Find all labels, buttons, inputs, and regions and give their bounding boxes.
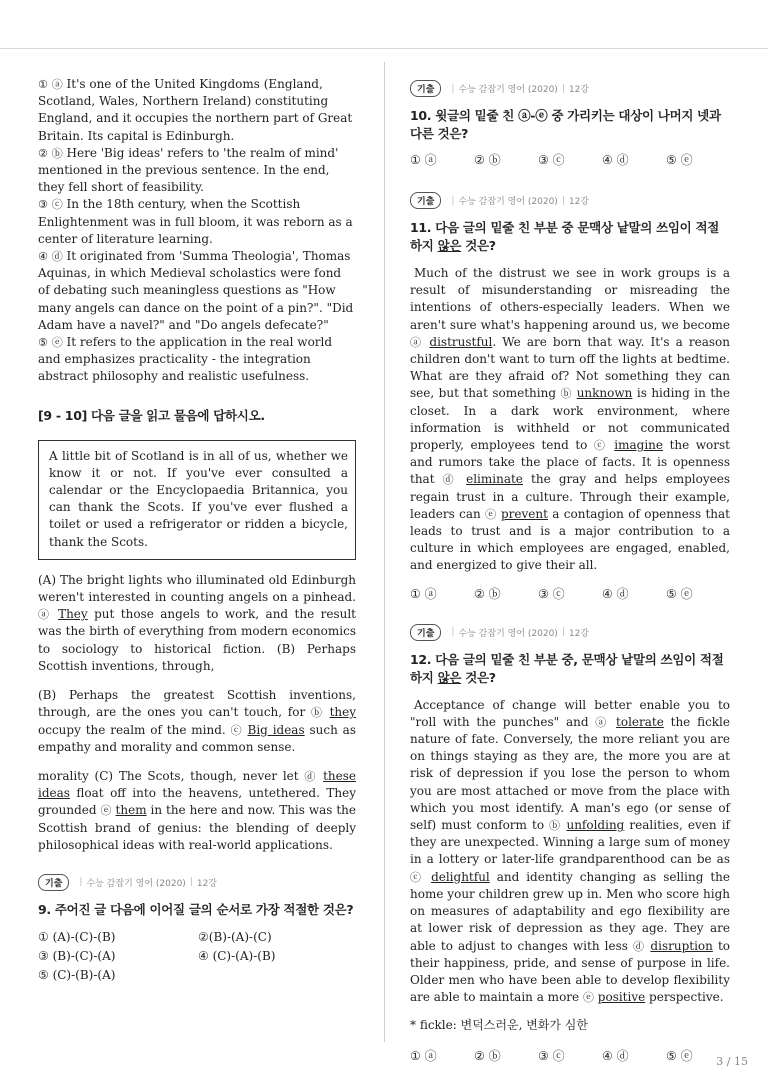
option[interactable]: ② ⓑ — [474, 586, 501, 601]
passage-a: (A) The bright lights who illuminated old Edinburgh weren't interested in counting angels on a pinhead. ⓐ They put those angels to work, and the result was the birth of everything from modern economics to sociology to historical fiction. (B) Perhaps Scottish inventions, through, — [38, 572, 356, 673]
question-9 — [38, 874, 356, 984]
underlined-word: them — [115, 803, 147, 818]
source-tag-row: 기출 | 수능 감잡기 영어 (2020) | 12강 — [410, 192, 730, 209]
underlined-word: disruption — [650, 938, 713, 953]
option[interactable]: ③ ⓒ — [538, 153, 565, 167]
option[interactable]: ① ⓐ — [410, 1049, 437, 1064]
source-badge: 기출 — [410, 192, 441, 209]
option[interactable]: ① ⓐ — [410, 586, 437, 601]
answer-options — [410, 151, 730, 168]
question-text: 11. 다음 글의 밑줄 친 부분 중 문맥상 낱말의 쓰임이 적절하지 않은 것은? — [410, 220, 720, 253]
source-badge: 기출 — [410, 80, 441, 97]
underlined-word: unknown — [576, 386, 633, 401]
underlined-word: they — [329, 705, 356, 720]
question-12 — [410, 624, 730, 1065]
option[interactable]: ① ⓐ — [410, 153, 437, 167]
option[interactable]: ⑤ ⓔ — [666, 1049, 693, 1064]
underlined-word: positive — [597, 990, 646, 1005]
option[interactable]: ②(B)-(A)-(C) — [198, 929, 272, 944]
answer-options — [410, 585, 730, 602]
underlined-word: unfolding — [566, 818, 625, 833]
passage-b: (B) Perhaps the greatest Scottish inventions, through, are the ones you can't touch, for ⓑ they occupy the realm of the mind. ⓒ Big ideas such as empathy and morality and common sense. — [38, 688, 356, 754]
option[interactable]: ③ ⓒ — [538, 1049, 565, 1064]
source-lesson: 12강 — [568, 85, 590, 95]
passage-c: morality (C) The Scots, though, never let ⓓ these ideas float off into the heavens, untethered. They grounded ⓔ them in the here and now. This was the Scottish brand of genius: the blending of deeply philosophical ideas with real-world applications. — [38, 768, 357, 852]
question-11 — [410, 192, 730, 602]
footnote: * fickle: 변덕스러운, 변화가 심한 — [410, 1018, 588, 1033]
question-text: 9. 주어진 글 다음에 이어질 글의 순서로 가장 적절한 것은? — [38, 901, 354, 917]
source-badge: 기출 — [38, 874, 69, 891]
explanation-3: ③ ⓒ In the 18th century, when the Scottish Enlightenment was in full bloom, it was reborn as a center of literature learning. — [38, 197, 353, 246]
source-lesson: 12강 — [568, 197, 590, 207]
question-text: 12. 다음 글의 밑줄 친 부분 중, 문맥상 낱말의 쓰임이 적절하지 않은 것은? — [410, 651, 724, 685]
underlined-word: delightful — [431, 869, 490, 884]
explanation-5: ⑤ ⓔ It refers to the application in the real world and emphasizes practicality - the integration abstract philosophy and realistic usefulness. — [38, 335, 333, 384]
passage-12: Acceptance of change will better enable you to "roll with the punches" and ⓐ tolerate the fickle nature of fate. Conversely, the more reliant you are on things staying as they are, the more you are at risk of depression if you lose the person to whom you are most attached or move from the place with which you most identify. A man's ego (or sense of self) must conform to ⓑ unfolding realities, even if they are unexpected. Winning a large sum of money in a lottery or later-life grandparenthood can be as ⓒ delightful and identity changing as selling the home your children grew up in. Men who score high on measures of adaptability and ego flexibility are at lower risk of depression as they age. They are able to adjust to changes with less ⓓ disruption to their happiness, pride, and sense of purpose in life. Older men who have been able to develop flexibility are able to maintain a more ⓔ positive perspective. — [410, 697, 731, 1005]
answer-options — [38, 929, 356, 984]
option[interactable]: ① (A)-(C)-(B) — [38, 929, 116, 944]
source-title: 수능 감잡기 영어 (2020) — [458, 197, 558, 207]
option[interactable]: ⑤ ⓔ — [666, 586, 693, 601]
header-rule — [0, 48, 768, 49]
page-number: 3 / 15 — [716, 1055, 748, 1068]
source-lesson: 12강 — [196, 878, 218, 889]
option[interactable]: ③ (B)-(C)-(A) — [38, 948, 116, 963]
underlined-word: eliminate — [466, 472, 523, 487]
underlined-word: imagine — [614, 438, 664, 453]
left-column — [38, 76, 356, 984]
passage-11: Much of the distrust we see in work groups is a result of misunderstanding or misreading the intentions of others-especially leaders. When we aren't sure what's happening around us, we become ⓐ distrustful. We are born that way. It's a reason children don't want to turn off the lights at bedtime. What are they afraid of? Not something they can see, but that something ⓑ unknown is hiding in the closet. In a dark work environment, where information is withheld or not communicated properly, employees tend to ⓒ imagine the worst and rumors take the place of facts. It is openness that ⓓ eliminate the gray and helps employees regain trust in a culture. Through their example, leaders can ⓔ prevent a contagion of openness that leads to trust and is a major contribution to a culture in which employees are engaged, enabled, and energized to give their all. — [410, 266, 731, 573]
underlined-word: distrustful — [429, 334, 493, 349]
underlined-word: They — [58, 607, 88, 622]
source-badge: 기출 — [410, 624, 441, 641]
source-tag-row: 기출 | 수능 감잡기 영어 (2020) | 12강 — [410, 624, 730, 641]
question-text: 10. 윗글의 밑줄 친 ⓐ-ⓔ 중 가리키는 대상이 나머지 넷과 다른 것은? — [410, 108, 721, 141]
column-divider — [384, 62, 385, 1042]
underlined-word: Big ideas — [247, 722, 305, 737]
answer-options — [410, 1047, 730, 1064]
source-tag-row: 기출 | 수능 감잡기 영어 (2020) | 12강 — [38, 874, 356, 891]
source-title: 수능 감잡기 영어 (2020) — [458, 628, 558, 639]
option[interactable]: ③ ⓒ — [538, 586, 565, 601]
source-title: 수능 감잡기 영어 (2020) — [458, 85, 558, 95]
option[interactable]: ④ (C)-(A)-(B) — [198, 948, 276, 963]
underlined-word: these ideas — [38, 768, 357, 801]
explanation-2: ② ⓑ Here 'Big ideas' refers to 'the realm of mind' mentioned in the previous sentence. In the end, they fell short of feasibility. — [38, 145, 339, 195]
given-passage-box — [38, 440, 356, 560]
option[interactable]: ⑤ ⓔ — [666, 153, 693, 167]
section-header: [9 - 10] 다음 글을 읽고 물음에 답하시오. — [38, 407, 265, 423]
right-column — [410, 80, 730, 1064]
question-10 — [410, 80, 730, 168]
option[interactable]: ② ⓑ — [474, 1049, 501, 1064]
source-title: 수능 감잡기 영어 (2020) — [86, 878, 186, 889]
source-lesson: 12강 — [568, 628, 590, 639]
option[interactable]: ④ ⓓ — [602, 1049, 629, 1064]
underlined-word: prevent — [500, 506, 548, 521]
given-passage-text: A little bit of Scotland is in all of us, whether we know it or not. If you've ever consulted a calendar or the Encyclopaedia Britannica, you can thank the Scots. If you've ever flushed a toilet or used a refrigerator or ridden a bicycle, thank the Scots. — [49, 448, 348, 549]
option[interactable]: ④ ⓓ — [602, 586, 629, 601]
explanation-1: ① ⓐ It's one of the United Kingdoms (England, Scotland, Wales, Northern Ireland) constituting England, and it occupies the northern part of Great Britain. Its capital is Edinburgh. — [38, 77, 353, 143]
underlined-word: tolerate — [616, 714, 664, 729]
option[interactable]: ④ ⓓ — [602, 153, 629, 167]
explanation-4: ④ ⓓ It originated from 'Summa Theologia', Thomas Aquinas, in which Medieval scholastics were fond of debating such meaningless questions as "How many angels can dance on the point of a pin?". "Did Adam have a navel?" and "Do angels defecate?" — [38, 249, 354, 332]
option[interactable]: ② ⓑ — [474, 153, 501, 167]
source-tag-row: 기출 | 수능 감잡기 영어 (2020) | 12강 — [410, 80, 730, 97]
option[interactable]: ⑤ (C)-(B)-(A) — [38, 967, 116, 982]
